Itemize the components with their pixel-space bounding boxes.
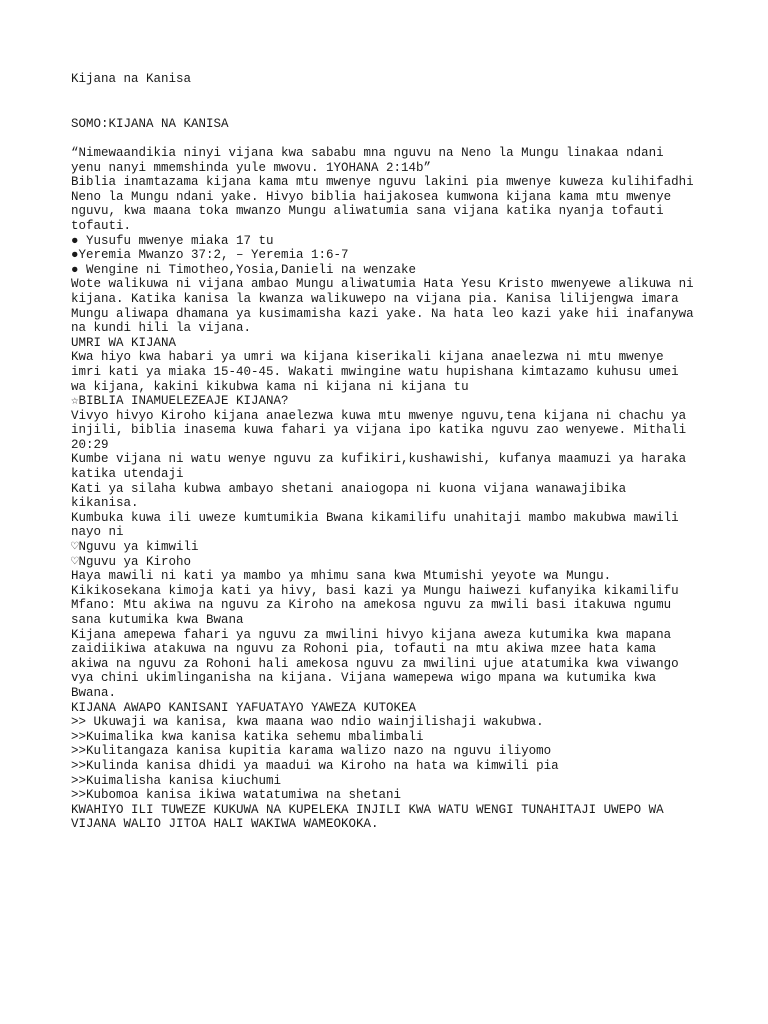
body-line: ● Yusufu mwenye miaka 17 tu <box>71 233 274 248</box>
body-line: >> Ukuwaji wa kanisa, kwa maana wao ndio wainjilishaji wakubwa. <box>71 715 544 730</box>
body-line: >>Kuimalika kwa kanisa katika sehemu mbalimbali <box>71 729 424 744</box>
body-line: Mfano: Mtu akiwa na nguvu za Kiroho na amekosa nguvu za mwili basi itakuwa ngumu <box>71 598 672 613</box>
body-line: akiwa na nguvu za Rohoni hali amekosa nguvu za mwilini ujue atatumika kwa viwango <box>71 656 679 671</box>
body-line: Kati ya silaha kubwa ambayo shetani anaiogopa ni kuona vijana wanawajibika <box>71 481 627 496</box>
document-body <box>71 146 711 832</box>
body-line: imri kati ya miaka 15-40-45. Wakati mwingine watu hupishana kimtazamo kuhusu umei <box>71 364 679 379</box>
body-line: tofauti. <box>71 218 132 233</box>
body-line: ♡Nguvu ya Kiroho <box>71 554 192 569</box>
body-line: Biblia inamtazama kijana kama mtu mwenye nguvu lakini pia mwenye kuweza kulihifadhi <box>71 175 694 190</box>
body-line: VIJANA WALIO JITOA HALI WAKIWA WAMEOKOKA. <box>71 817 379 832</box>
body-line: Kijana amepewa fahari ya nguvu za mwilini hivyo kijana aweza kutumika kwa mapana <box>71 627 672 642</box>
body-line: “Nimewaandikia ninyi vijana kwa sababu mna nguvu na Neno la Mungu linakaa ndani <box>71 146 664 160</box>
document-subject: SOMO:KIJANA NA KANISA <box>71 117 229 131</box>
body-line: Bwana. <box>71 685 117 700</box>
body-line: ☆BIBLIA INAMUELEZEAJE KIJANA? <box>71 394 289 409</box>
body-line: wa kijana, kakini kikubwa kama ni kijana ni kijana tu <box>71 379 469 394</box>
body-line: Neno la Mungu ndani yake. Hivyo biblia haijakosea kumwona kijana kama mtu mwenye <box>71 189 672 204</box>
body-line: UMRI WA KIJANA <box>71 335 177 350</box>
body-line: ● Wengine ni Timotheo,Yosia,Danieli na wenzake <box>71 262 417 277</box>
body-line: Mungu aliwapa dhamana ya kusimamisha kazi yake. Na hata leo kazi yake hii inafanywa <box>71 306 694 321</box>
body-line: Kumbuka kuwa ili uweze kumtumikia Bwana kikamilifu unahitaji mambo makubwa mawili <box>71 510 679 525</box>
body-line: na kundi hili la vijana. <box>71 321 252 336</box>
body-line: sana kutumika kwa Bwana <box>71 613 244 627</box>
body-line: KWAHIYO ILI TUWEZE KUKUWA NA KUPELEKA INJILI KWA WATU WENGI TUNAHITAJI UWEPO WA <box>71 802 664 817</box>
document-title: Kijana na Kanisa <box>71 72 192 86</box>
body-line: KIJANA AWAPO KANISANI YAFUATAYO YAWEZA KUTOKEA <box>71 700 417 715</box>
body-line: Kumbe vijana ni watu wenye nguvu za kufikiri,kushawishi, kufanya maamuzi ya haraka <box>71 452 687 467</box>
body-line: Wote walikuwa ni vijana ambao Mungu aliwatumia Hata Yesu Kristo mwenyewe alikuwa ni <box>71 277 694 292</box>
body-line: Vivyo hivyo Kiroho kijana anaelezwa kuwa mtu mwenye nguvu,tena kijana ni chachu ya <box>71 408 687 423</box>
body-line: Kikikosekana kimoja kati ya hivy, basi kazi ya Mungu haiwezi kufanyika kikamilifu <box>71 583 679 598</box>
body-line: Haya mawili ni kati ya mambo ya mhimu sana kwa Mtumishi yeyote wa Mungu. <box>71 569 612 584</box>
body-line: nguvu, kwa maana toka mwanzo Mungu aliwatumia sana vijana katika nyanja tofauti <box>71 204 664 219</box>
body-line: ●Yeremia Mwanzo 37:2, – Yeremia 1:6-7 <box>71 248 349 263</box>
body-line: yenu nanyi mmemshinda yule mwovu. 1YOHANA 2:14b” <box>71 160 432 175</box>
body-line: >>Kulitangaza kanisa kupitia karama walizo nazo na nguvu iliyomo <box>71 744 552 759</box>
body-line: injili, biblia inasema kuwa fahari ya vijana ipo katika nguvu zao wenyewe. Mithali <box>71 423 687 438</box>
body-line: >>Kuimalisha kanisa kiuchumi <box>71 773 282 788</box>
body-line: >>Kulinda kanisa dhidi ya maadui wa Kiroho na hata wa kimwili pia <box>71 758 559 773</box>
body-line: katika utendaji <box>71 467 184 482</box>
body-line: zaidiikiwa atakuwa na nguvu za Rohoni pia, tofauti na mtu akiwa mzee hata kama <box>71 642 657 657</box>
body-line: vya chini ukimlinganisha na kijana. Vijana wamepewa wigo mpana wa kutumika kwa <box>71 671 657 686</box>
body-line: nayo ni <box>71 525 124 540</box>
body-line: kikanisa. <box>71 496 139 511</box>
body-line: Kwa hiyo kwa habari ya umri wa kijana kiserikali kijana anaelezwa ni mtu mwenye <box>71 350 664 365</box>
body-line: ♡Nguvu ya kimwili <box>71 540 199 555</box>
body-line: >>Kubomoa kanisa ikiwa watatumiwa na shetani <box>71 788 402 803</box>
body-line: kijana. Katika kanisa la kwanza walikuwepo na vijana pia. Kanisa lilijengwa imara <box>71 291 679 306</box>
body-line: 20:29 <box>71 437 109 452</box>
